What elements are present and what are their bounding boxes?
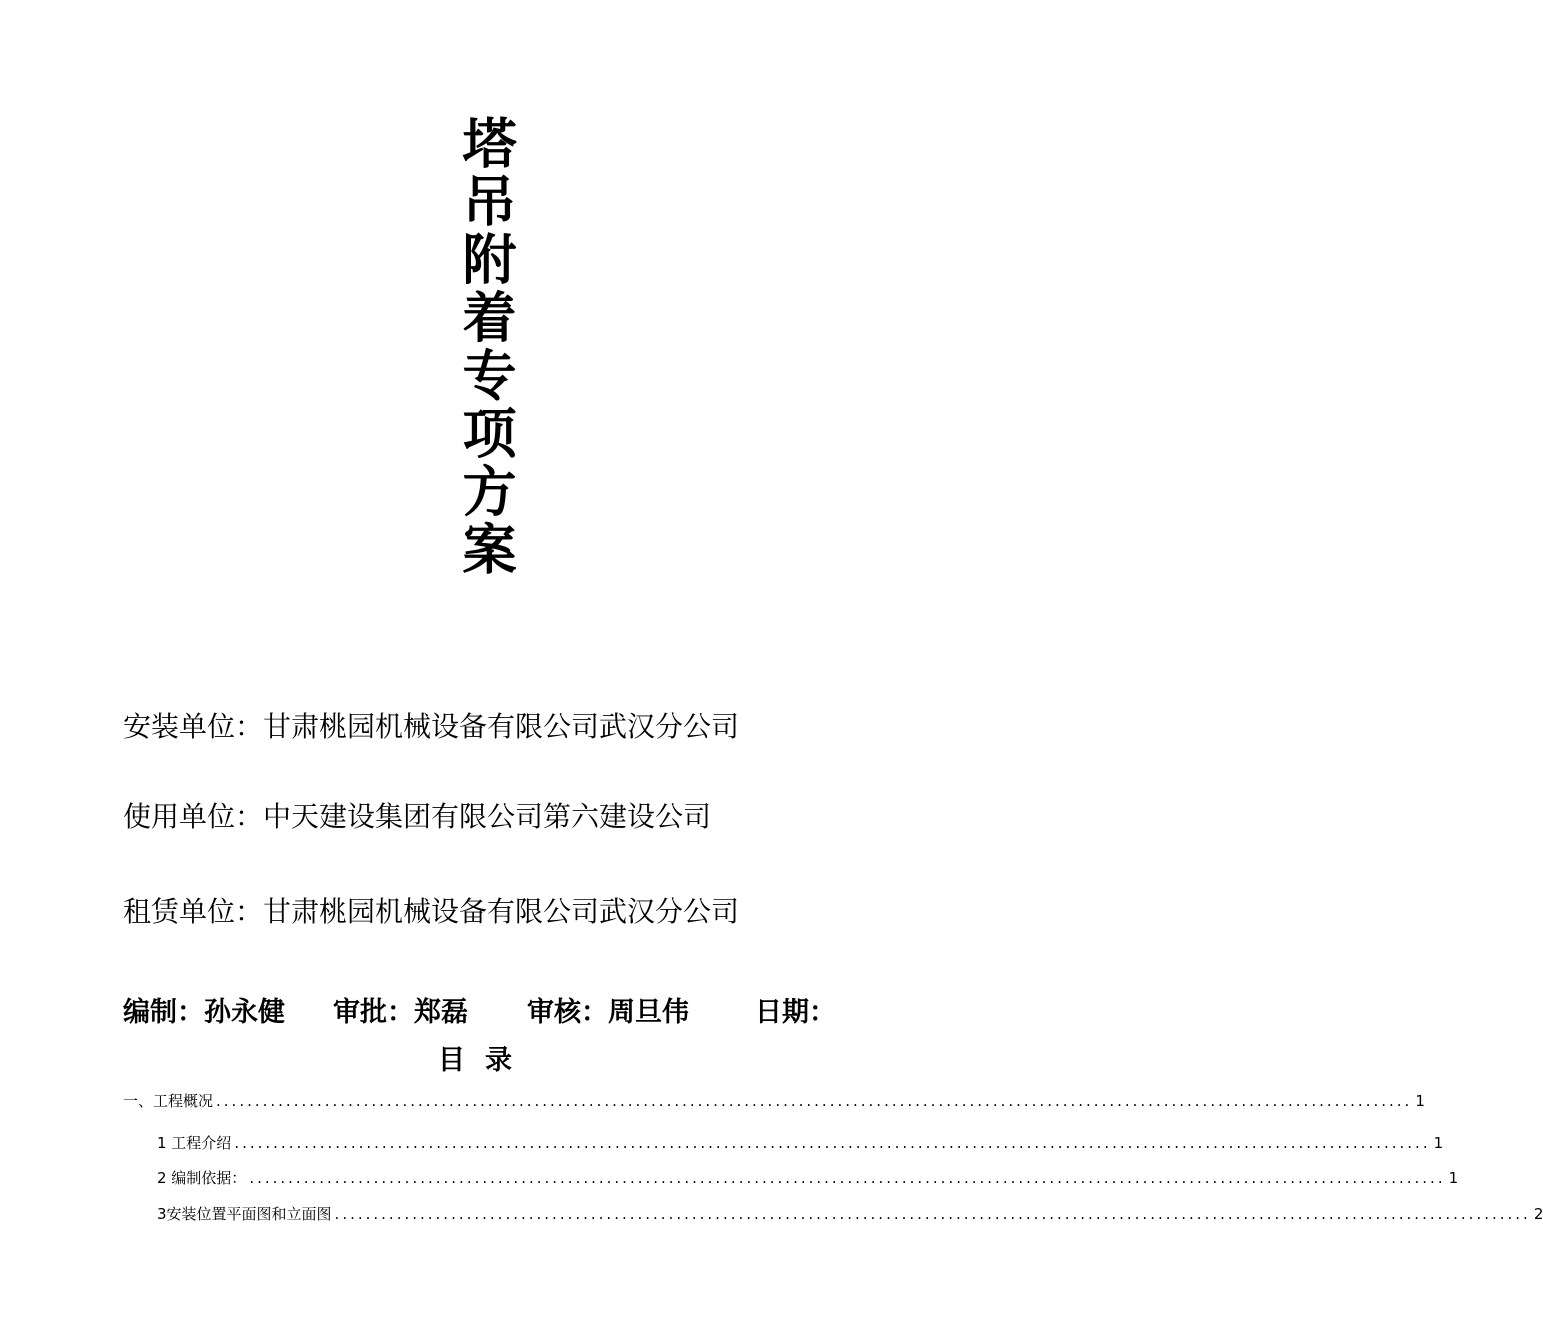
toc-entry[interactable] <box>157 1204 1543 1224</box>
reviewer-signature: 审核：周旦伟 <box>527 997 689 1028</box>
install-unit-label: 安装单位： <box>123 710 264 743</box>
toc-dot-leader: .......................................................................................................................................................... <box>234 1134 1431 1152</box>
lease-unit-label: 租赁单位： <box>123 895 264 928</box>
toc-dot-leader: .......................................................................................................................................................... <box>334 1205 1531 1223</box>
toc-entry-text: 1 工程介绍 <box>157 1134 232 1152</box>
approver-signature: 审批：郑磊 <box>333 997 468 1028</box>
toc-entry[interactable] <box>157 1133 1444 1153</box>
toc-entry-text: 2 编制依据： <box>157 1169 247 1187</box>
toc-entry-page: 2 <box>1533 1205 1543 1223</box>
install-unit-line <box>123 710 739 744</box>
toc-entry-page: 1 <box>1433 1134 1444 1152</box>
lease-unit-value: 甘肃桃园机械设备有限公司武汉分公司 <box>263 895 740 928</box>
use-unit-value: 中天建设集团有限公司第六建设公司 <box>263 800 712 833</box>
compiler-signature: 编制：孙永健 <box>123 997 285 1028</box>
toc-dot-leader: .......................................................................................................................................................... <box>249 1169 1446 1187</box>
install-unit-value: 甘肃桃园机械设备有限公司武汉分公司 <box>263 710 740 743</box>
use-unit-line <box>123 800 711 834</box>
document-title: 塔吊附着专项方案 <box>454 115 517 579</box>
toc-entry[interactable] <box>157 1168 1459 1188</box>
toc-entry-page: 1 <box>1415 1092 1425 1110</box>
toc-entry-text: 一、工程概况 <box>123 1092 214 1110</box>
use-unit-label: 使用单位： <box>123 800 264 833</box>
signature-row <box>123 995 843 1031</box>
toc-entry-page: 1 <box>1448 1169 1459 1187</box>
date-field: 日期： <box>755 997 836 1028</box>
toc-entry[interactable] <box>123 1091 1425 1111</box>
lease-unit-line <box>123 895 739 929</box>
toc-entry-text: 3安装位置平面图和立面图 <box>157 1205 332 1223</box>
toc-dot-leader: .......................................................................................................................................................... <box>216 1092 1413 1110</box>
toc-heading: 目录 <box>438 1045 532 1076</box>
